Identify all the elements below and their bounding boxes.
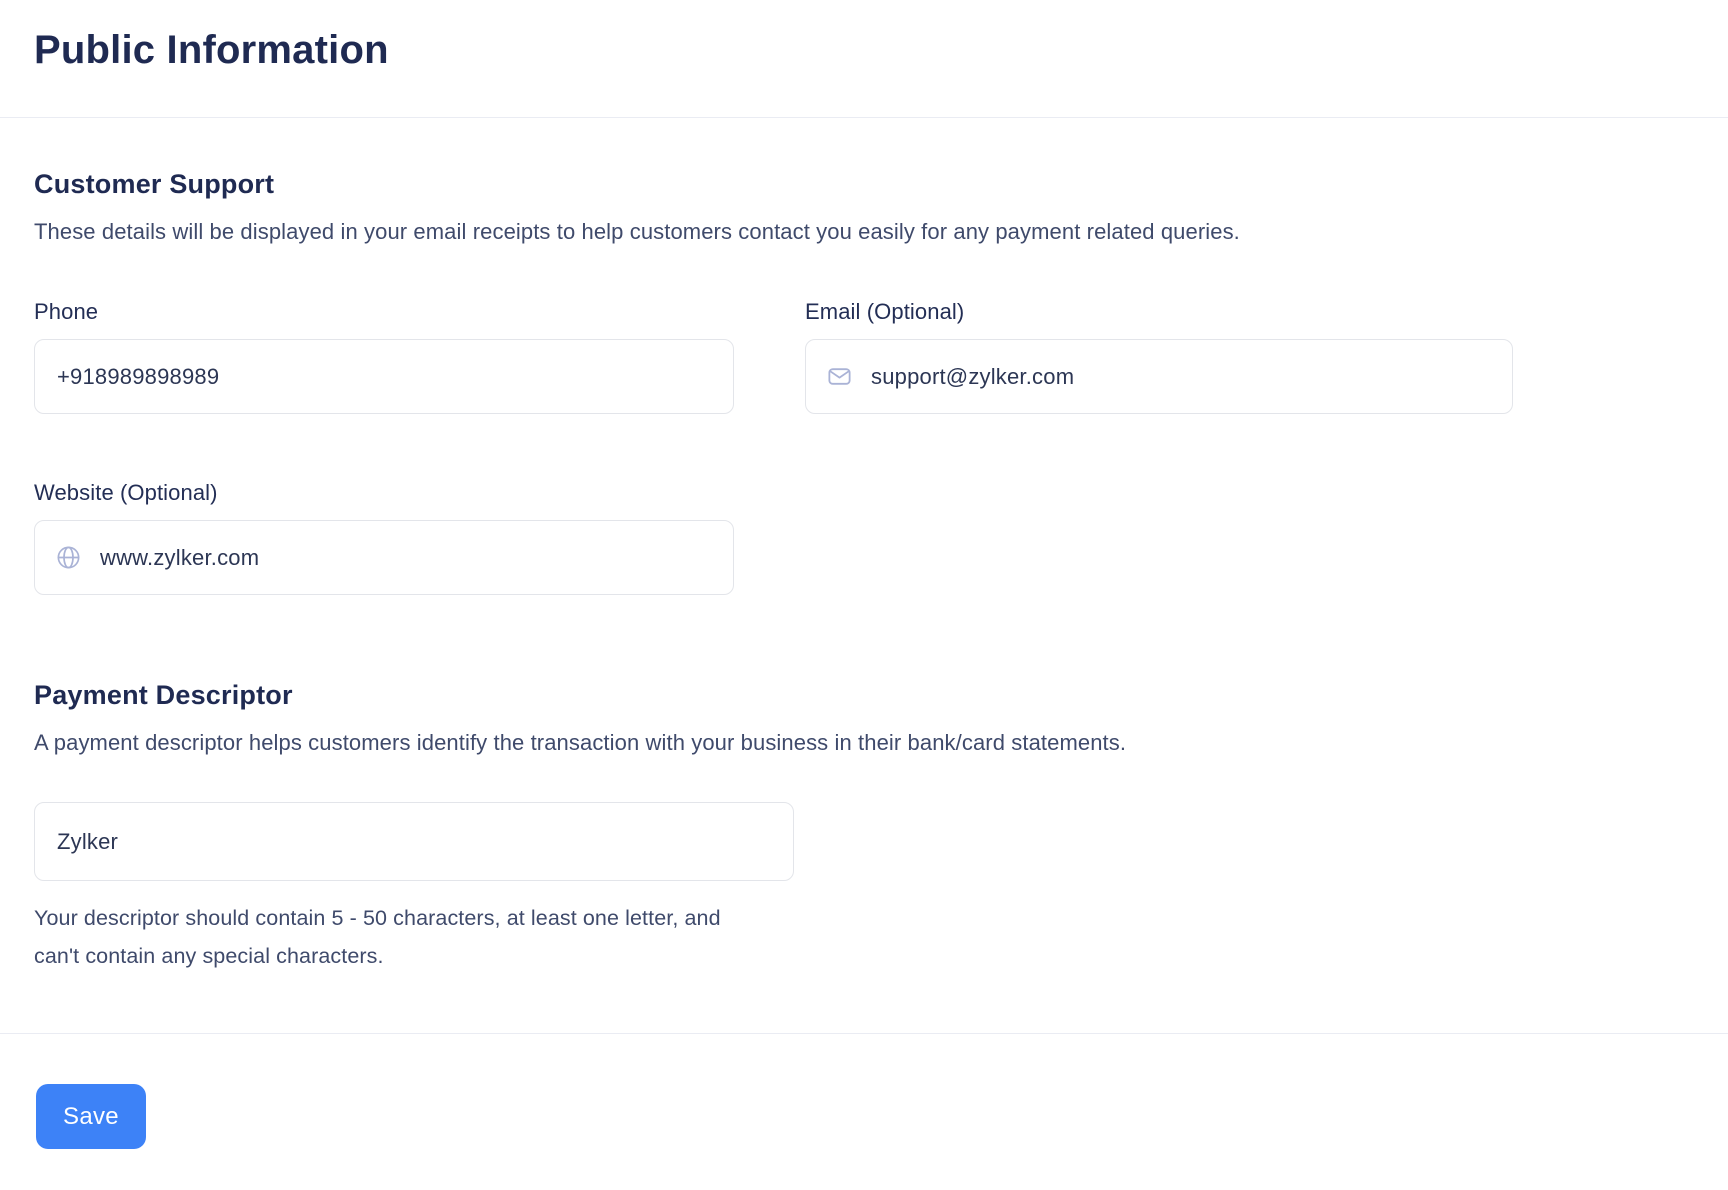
website-input-container — [34, 520, 734, 595]
website-input[interactable] — [100, 545, 713, 571]
website-field-group — [34, 480, 734, 595]
payment-descriptor-heading: Payment Descriptor — [34, 680, 293, 710]
website-label: Website (Optional) — [34, 480, 218, 505]
customer-support-heading: Customer Support — [34, 169, 275, 199]
payment-descriptor-description: A payment descriptor helps customers identify the transaction with your business in their bank/card statements. — [34, 730, 1127, 755]
public-information-page — [0, 26, 1728, 1149]
save-button[interactable]: Save — [36, 1084, 146, 1149]
envelope-icon — [826, 363, 853, 390]
descriptor-field-group — [34, 802, 1728, 881]
title-divider — [0, 117, 1728, 118]
footer-divider — [0, 1033, 1728, 1034]
email-field-group — [805, 299, 1513, 414]
email-label: Email (Optional) — [805, 299, 965, 324]
phone-input[interactable] — [34, 339, 734, 414]
customer-support-fields-row — [34, 299, 1728, 414]
customer-support-description: These details will be displayed in your email receipts to help customers contact you easily for any payment related queries. — [34, 219, 1240, 244]
descriptor-helper-text: Your descriptor should contain 5 - 50 characters, at least one letter, and can't contain any special characters. — [34, 906, 721, 968]
phone-label: Phone — [34, 299, 99, 324]
phone-field-group — [34, 299, 734, 414]
globe-icon — [55, 544, 82, 571]
payment-descriptor-input[interactable] — [34, 802, 794, 881]
email-input-container — [805, 339, 1513, 414]
page-title: Public Information — [34, 28, 389, 72]
email-input[interactable] — [871, 364, 1492, 390]
